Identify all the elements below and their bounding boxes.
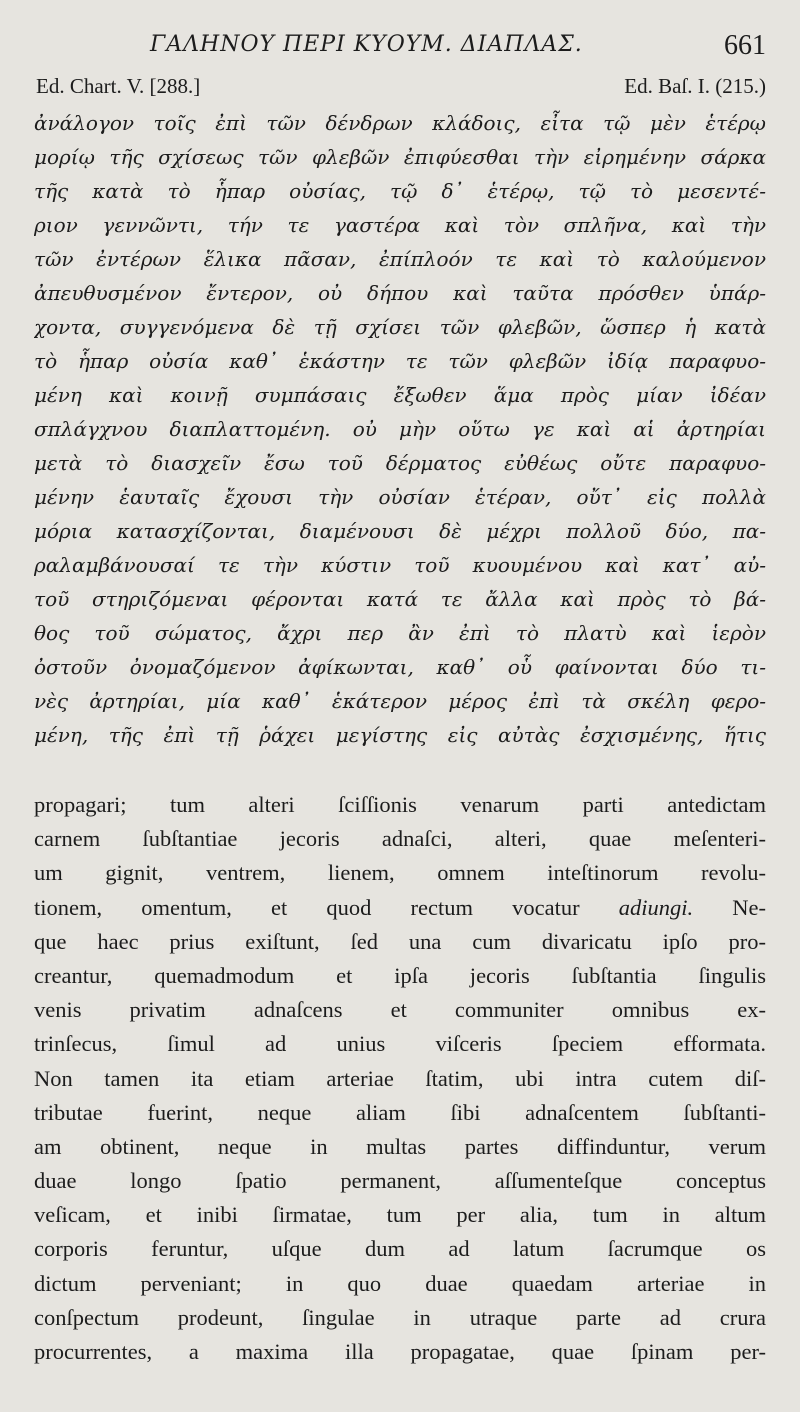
latin-italic-word: adiungi. bbox=[618, 894, 694, 920]
latin-line: que haec prius exiſtunt, ſed una cum divaricatu ipſo pro- bbox=[34, 928, 766, 954]
latin-line: am obtinent, neque in multas partes diffinduntur, verum bbox=[34, 1133, 766, 1159]
greek-line: ραλαμβάνουσαί τε τὴν κύστιν τοῦ κυουμένου καὶ κατ᾽ αὐ- bbox=[34, 553, 766, 577]
page-header bbox=[0, 30, 800, 70]
running-title: ΓΑΛΗΝΟΥ ΠΕΡΙ ΚΥΟΥΜ. ΔΙΑΠΛΑΣ. bbox=[150, 32, 583, 57]
greek-line: ριον γεννῶντι, τήν τε γαστέρα καὶ τὸν σπλῆνα, καὶ τὴν bbox=[34, 213, 766, 237]
greek-line: μένη καὶ κοινῇ συμπάσαις ἔξωθεν ἅμα πρὸς μίαν ἰδέαν bbox=[34, 383, 766, 407]
greek-line: ἀπευθυσμένον ἔντερον, οὐ δήπου καὶ ταῦτα πρόσθεν ὑπάρ- bbox=[34, 281, 766, 305]
latin-line: duae longo ſpatio permanent, aſſumenteſque conceptus bbox=[34, 1168, 766, 1194]
greek-line: ἀνάλογον τοῖς ἐπὶ τῶν δένδρων κλάδοις, εἶτα τῷ μὲν ἑτέρῳ bbox=[34, 111, 766, 135]
edition-reference-line bbox=[36, 74, 766, 104]
edition-basel-reference: Ed. Baſ. I. (215.) bbox=[624, 74, 766, 98]
greek-text-block bbox=[34, 106, 766, 752]
greek-line: σπλάγχνου διαπλαττομένη. οὐ μὴν οὕτω γε καὶ αἱ ἀρτηρίαι bbox=[34, 417, 766, 441]
latin-line: venis privatim adnaſcens et communiter omnibus ex- bbox=[34, 997, 766, 1023]
greek-line: τῆς κατὰ τὸ ἧπαρ οὐσίας, τῷ δ᾽ ἑτέρῳ, τῷ τὸ μεσεντέ- bbox=[34, 179, 766, 203]
greek-line: τῶν ἐντέρων ἕλικα πᾶσαν, ἐπίπλοόν τε καὶ τὸ καλούμενον bbox=[34, 247, 766, 271]
latin-line: conſpectum prodeunt, ſingulae in utraque parte ad crura bbox=[34, 1304, 766, 1330]
greek-line: μετὰ τὸ διασχεῖν ἔσω τοῦ δέρματος εὐθέως οὔτε παραφυο- bbox=[34, 451, 766, 475]
page-number: 661 bbox=[724, 30, 766, 61]
greek-line: τοῦ στηριζόμεναι φέρονται κατά τε ἄλλα καὶ πρὸς τὸ βά- bbox=[34, 587, 766, 611]
greek-line: χοντα, συγγενόμενα δὲ τῇ σχίσει τῶν φλεβῶν, ὥσπερ ἡ κατὰ bbox=[34, 315, 766, 339]
greek-line: μορίῳ τῆς σχίσεως τῶν φλεβῶν ἐπιφύεσθαι τὴν εἰρημένην σάρκα bbox=[34, 145, 766, 169]
latin-line: carnem ſubſtantiae jecoris adnaſci, alteri, quae meſenteri- bbox=[34, 826, 766, 852]
latin-line: corporis feruntur, uſque dum ad latum ſacrumque os bbox=[34, 1236, 766, 1262]
latin-line: creantur, quemadmodum et ipſa jecoris ſubſtantia ſingulis bbox=[34, 962, 766, 988]
greek-line: μόρια κατασχίζονται, διαμένουσι δὲ μέχρι πολλοῦ δύο, πα- bbox=[34, 519, 766, 543]
latin-line: um gignit, ventrem, lienem, omnem inteſtinorum revolu- bbox=[34, 860, 766, 886]
latin-line: tributae fuerint, neque aliam ſibi adnaſcentem ſubſtanti- bbox=[34, 1099, 766, 1125]
latin-line-tail: Ne- bbox=[693, 894, 766, 920]
latin-line-text: tionem, omentum, et quod rectum vocatur bbox=[34, 894, 619, 920]
greek-line: νὲς ἀρτηρίαι, μία καθ᾽ ἑκάτερον μέρος ἐπὶ τὰ σκέλη φερο- bbox=[34, 689, 766, 713]
latin-text-block bbox=[34, 788, 766, 1369]
latin-line: procurrentes, a maxima illa propagatae, quae ſpinam per- bbox=[34, 1339, 766, 1364]
edition-chartier-reference: Ed. Chart. V. [288.] bbox=[36, 74, 201, 98]
latin-line: dictum perveniant; in quo duae quaedam arteriae in bbox=[34, 1270, 766, 1296]
latin-line: veſicam, et inibi ſirmatae, tum per alia, tum in altum bbox=[34, 1202, 766, 1228]
greek-line: μένη, τῆς ἐπὶ τῇ ῥάχει μεγίστης εἰς αὐτὰς ἐσχισμένης, ἥτις bbox=[34, 723, 766, 747]
latin-line bbox=[34, 891, 766, 925]
latin-line: propagari; tum alteri ſciſſionis venarum parti antedictam bbox=[34, 792, 766, 817]
greek-line: θος τοῦ σώματος, ἄχρι περ ἂν ἐπὶ τὸ πλατὺ καὶ ἱερὸν bbox=[34, 621, 766, 645]
greek-line: ὀστοῦν ὀνομαζόμενον ἀφίκωνται, καθ᾽ οὗ φαίνονται δύο τι- bbox=[34, 655, 766, 679]
greek-line: μένην ἑαυταῖς ἔχουσι τὴν οὐσίαν ἑτέραν, οὔτ᾽ εἰς πολλὰ bbox=[34, 485, 766, 509]
latin-line: trinſecus, ſimul ad unius viſceris ſpeciem efformata. bbox=[34, 1031, 766, 1057]
latin-line: Non tamen ita etiam arteriae ſtatim, ubi intra cutem diſ- bbox=[34, 1065, 766, 1091]
greek-line: τὸ ἧπαρ οὐσία καθ᾽ ἑκάστην τε τῶν φλεβῶν ἰδίᾳ παραφυο- bbox=[34, 349, 766, 373]
